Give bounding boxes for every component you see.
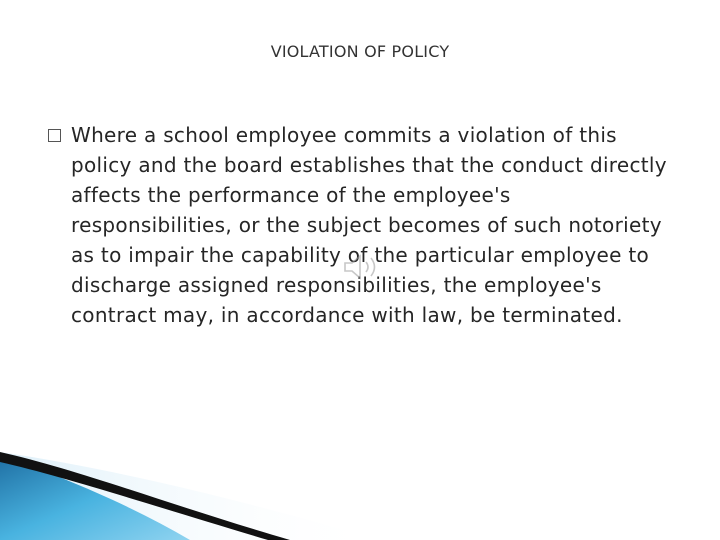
bullet-text: Where a school employee commits a violation of this policy and the board establishes that the conduct directly affects the performance of the employee's responsibilities, or the subject becomes of such notoriety as to impair the capability of the particular employee to discharge assigned responsibilities, the employee's contract may, in accordance with law, be terminated.	[71, 123, 667, 327]
corner-wave-light	[0, 452, 380, 540]
speaker-audio-icon[interactable]	[343, 252, 385, 282]
corner-wave-dark	[0, 452, 290, 540]
slide-title: VIOLATION OF POLICY	[270, 42, 450, 61]
corner-wave-blue	[0, 456, 190, 540]
hollow-square-bullet-icon	[48, 129, 61, 142]
bullet-item	[48, 120, 688, 330]
